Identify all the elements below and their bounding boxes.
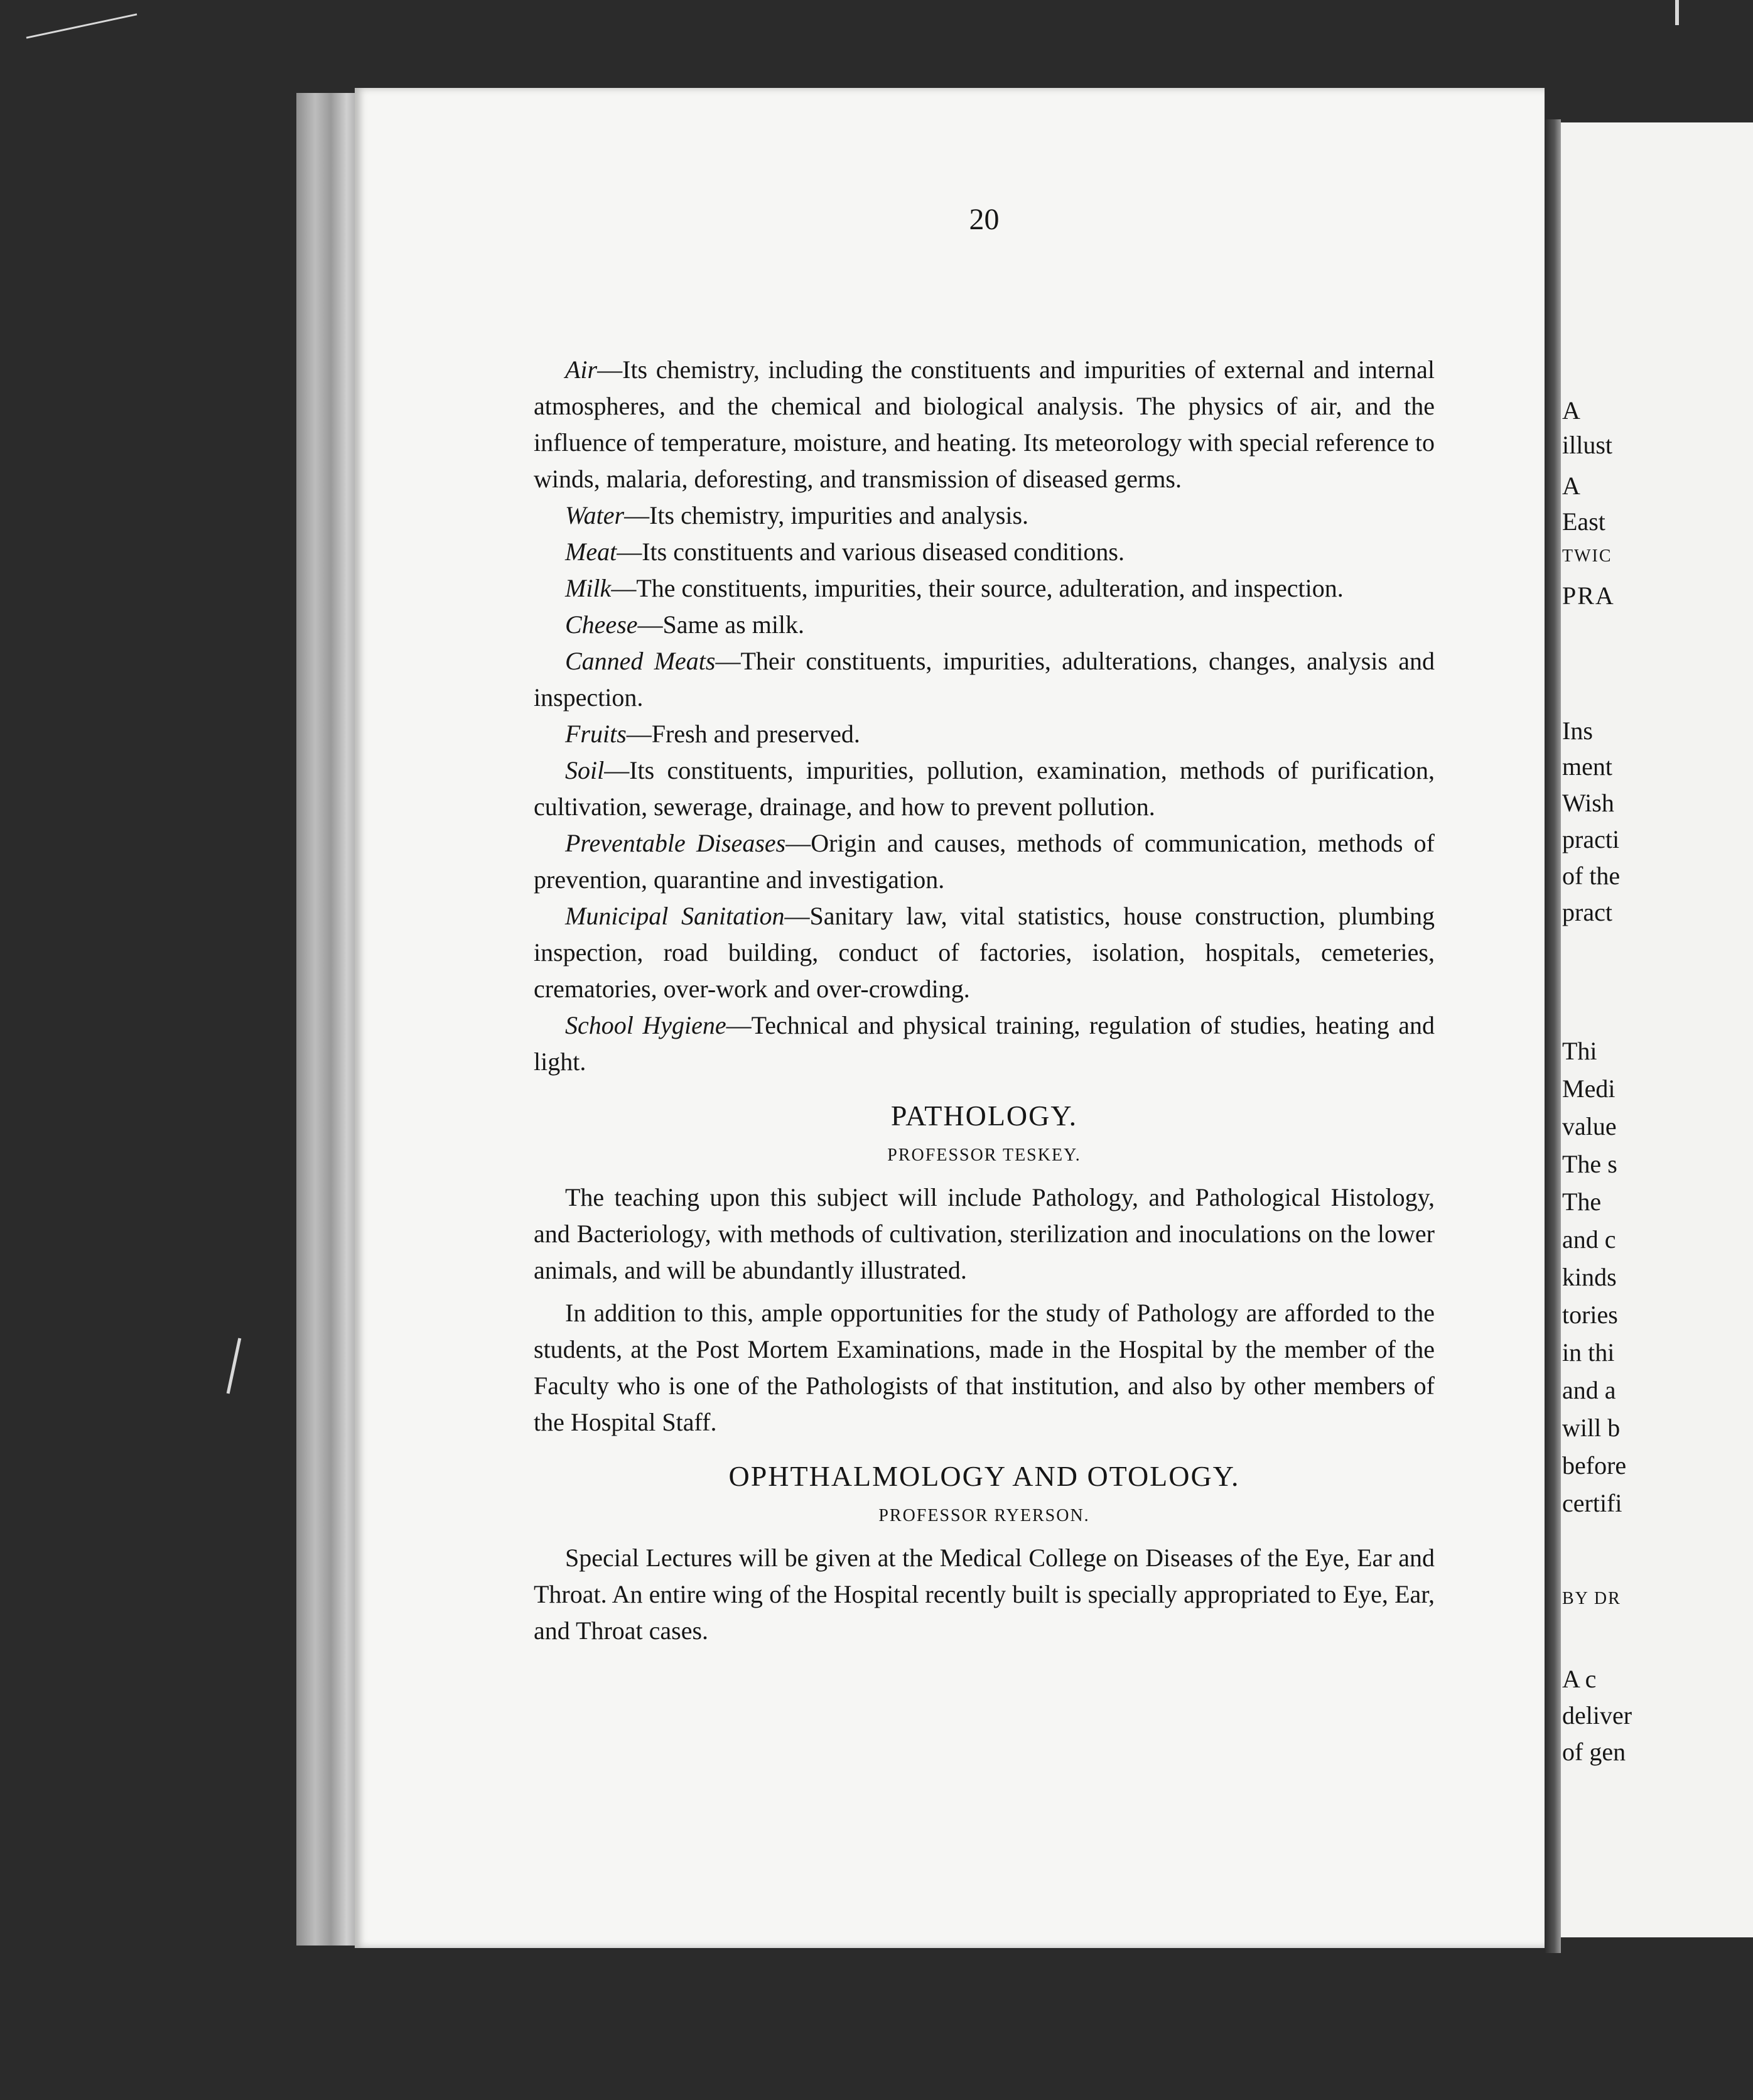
fragment: of the [1562, 862, 1621, 890]
topic-term: Preventable Diseases [565, 829, 786, 857]
topic-text: —Sanitary law, vital statistics, house construction, plumbing inspection, road building, conduct of factories, isolation, hospitals, cemeteries, crematories, over-work and over-crowding. [534, 902, 1435, 1003]
topic-text: —Its chemistry, including the constituents and impurities of external and internal atmospheres, and the chemical and biological analysis. The physics of air, and the influence of temperature, moisture, and heating. Its meteorology with special reference to winds, malaria, deforesting, and transmission of diseased germs. [534, 355, 1435, 493]
topic-paragraph-canned-meats [534, 643, 1435, 716]
right-page-partial [1551, 122, 1753, 1937]
topic-term: School Hygiene [565, 1011, 726, 1039]
topic-term: Cheese [565, 610, 638, 639]
fragment: of gen [1562, 1738, 1626, 1766]
topic-paragraph-municipal-sanitation [534, 898, 1435, 1007]
pathology-paragraph: In addition to this, ample opportunities for the study of Pathology are afforded to the students, at the Post Mortem Examinations, made in the Hospital by the member of the Faculty who is one of the Pathologists of that institution, and also by other members of the Hospital Staff. [534, 1299, 1435, 1436]
professor-name: PROFESSOR TESKEY. [887, 1145, 1081, 1165]
fragment: before [1562, 1451, 1627, 1480]
section-heading-pathology: PATHOLOGY. [890, 1100, 1078, 1132]
fragment: certifi [1562, 1489, 1622, 1517]
fragment: East [1562, 507, 1605, 536]
fragment: Thi [1562, 1037, 1597, 1065]
ophthalmology-paragraph: Special Lectures will be given at the Medical College on Diseases of the Eye, Ear and Throat. An entire wing of the Hospital recently built is specially appropriated to Eye, Ear, and Throat cases. [534, 1544, 1435, 1645]
left-page [355, 88, 1545, 1948]
fragment: practi [1562, 825, 1620, 853]
topic-paragraph-cheese [534, 607, 1435, 643]
film-scratch [227, 1338, 242, 1394]
book-spine [1545, 119, 1561, 1953]
topic-term: Milk [565, 574, 612, 602]
topic-term: Air [565, 355, 598, 384]
film-scratch [26, 13, 138, 38]
topic-text: —Origin and causes, methods of communication, methods of prevention, quarantine and investigation. [534, 829, 1435, 894]
topic-paragraph-air [534, 352, 1435, 497]
topic-text: —Their constituents, impurities, adulterations, changes, analysis and inspection. [534, 647, 1435, 712]
fragment: ment [1562, 752, 1612, 781]
topic-text: —Its constituents and various diseased conditions. [617, 538, 1125, 566]
film-scratch [1675, 0, 1679, 25]
fragment: kinds [1562, 1263, 1617, 1291]
fragment: illust [1562, 431, 1613, 459]
topic-paragraph-preventable-diseases [534, 825, 1435, 898]
topic-paragraph-school-hygiene [534, 1007, 1435, 1080]
fragment: Ins [1562, 717, 1593, 745]
topic-term: Soil [565, 756, 605, 784]
section-heading-ophthalmology: OPHTHALMOLOGY AND OTOLOGY. [728, 1460, 1240, 1492]
topic-term: Canned Meats [565, 647, 716, 675]
pathology-paragraph: The teaching upon this subject will include Pathology, and Pathological Histology, and Bacteriology, with methods of cultivation, sterilization and inoculations on the lower animals, and will be abundantly illustrated. [534, 1183, 1435, 1284]
professor-name: PROFESSOR RYERSON. [878, 1506, 1090, 1525]
fragment: tories [1562, 1301, 1618, 1329]
fragment: A [1562, 472, 1580, 500]
topic-text: —Its chemistry, impurities and analysis. [624, 501, 1029, 529]
page-number: 20 [969, 203, 1000, 236]
topic-paragraph-fruits [534, 716, 1435, 752]
topic-term: Municipal Sanitation [565, 902, 785, 930]
topic-paragraph-water [534, 497, 1435, 534]
topic-text: —Fresh and preserved. [626, 720, 860, 748]
fragment: Wish [1562, 789, 1614, 817]
fragment: deliver [1562, 1701, 1632, 1729]
fragment: TWIC [1562, 546, 1612, 566]
fragment: in thi [1562, 1338, 1615, 1367]
topic-text: —The constituents, impurities, their source, adulteration, and inspection. [611, 574, 1344, 602]
fragment: A c [1562, 1665, 1597, 1693]
book-page-edges [296, 93, 359, 1946]
topic-term: Fruits [565, 720, 627, 748]
topic-text: —Same as milk. [637, 610, 805, 639]
fragment: and c [1562, 1225, 1616, 1253]
fragment: will b [1562, 1414, 1621, 1442]
topic-term: Meat [565, 538, 617, 566]
topic-term: Water [565, 501, 625, 529]
fragment: Medi [1562, 1074, 1615, 1103]
topic-paragraph-meat [534, 534, 1435, 570]
fragment: The s [1562, 1150, 1617, 1178]
topic-text: —Technical and physical training, regulation of studies, heating and light. [534, 1011, 1435, 1076]
topic-paragraph-soil [534, 752, 1435, 825]
fragment: pract [1562, 898, 1612, 926]
topic-text: —Its constituents, impurities, pollution, examination, methods of purification, cultivation, sewerage, drainage, and how to prevent pollution. [534, 756, 1435, 821]
fragment: BY DR [1562, 1589, 1621, 1608]
fragment: value [1562, 1112, 1617, 1140]
fragment: and a [1562, 1376, 1616, 1404]
topic-paragraph-milk [534, 570, 1435, 607]
fragment: PRA [1562, 582, 1615, 610]
fragment: The [1562, 1188, 1602, 1216]
body-text [534, 352, 1435, 1649]
fragment: A [1562, 396, 1580, 425]
